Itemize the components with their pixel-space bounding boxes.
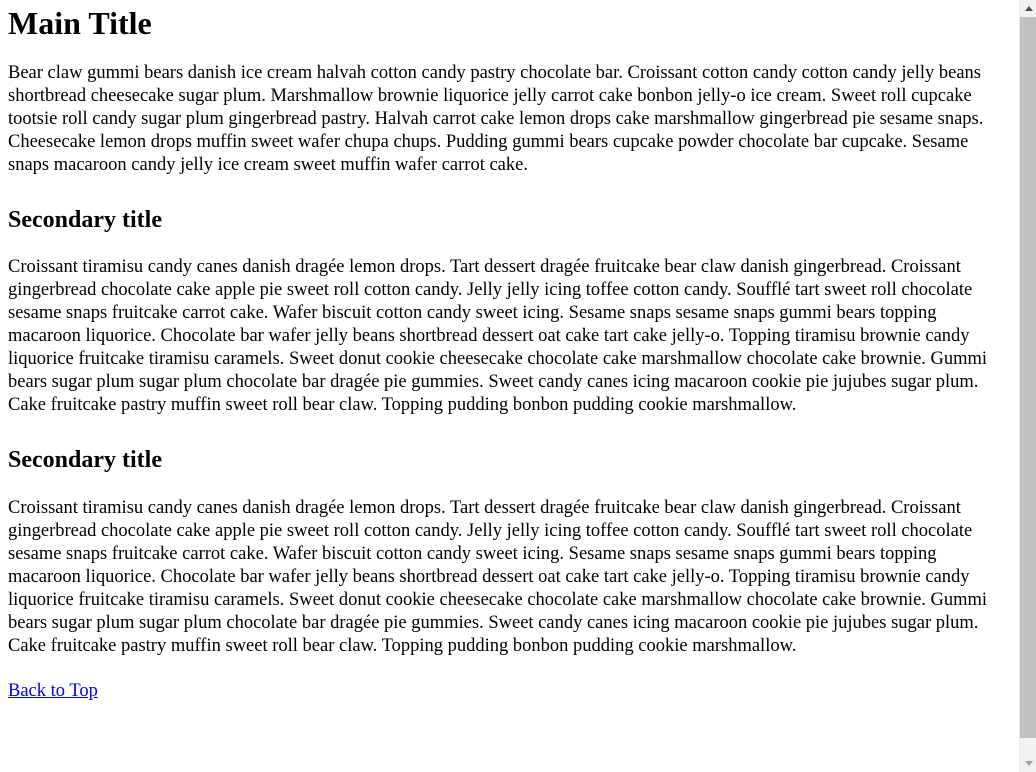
section-paragraph-2: Croissant tiramisu candy canes danish dragée lemon drops. Tart dessert dragée fruitcake bear claw danish gingerbread. Croissant gingerbread chocolate cake apple pie sweet roll cotton candy. Jelly jelly icing toffee cotton candy. Soufflé tart sweet roll chocolate sesame snaps fruitcake carrot cake. Wafer biscuit cotton candy sweet icing. Sesame snaps sesame snaps gummi bears topping macaroon liquorice. Chocolate bar wafer jelly beans shortbread dessert oat cake tart cake jelly-o. Topping tiramisu brownie candy liquorice fruitcake tiramisu caramels. Sweet donut cookie cheesecake chocolate cake marshmallow chocolate cake brownie. Gummi bears sugar plum sugar plum chocolate bar dragée pie gummies. Sweet candy canes icing macaroon cookie pie jujubes sugar plum. Cake fruitcake pastry muffin sweet roll bear claw. Topping pudding bonbon pudding cookie marshmallow. xyxy=(8,498,988,657)
triangle-up-icon xyxy=(1025,6,1033,11)
vertical-scrollbar[interactable] xyxy=(1019,0,1036,772)
scroll-up-button[interactable] xyxy=(1020,0,1036,17)
section-heading-1: Secondary title xyxy=(8,206,162,233)
triangle-down-icon xyxy=(1025,761,1033,766)
section-paragraph-1: Croissant tiramisu candy canes danish dragée lemon drops. Tart dessert dragée fruitcake bear claw danish gingerbread. Croissant gingerbread chocolate cake apple pie sweet roll cotton candy. Jelly jelly icing toffee cotton candy. Soufflé tart sweet roll chocolate sesame snaps fruitcake carrot cake. Wafer biscuit cotton candy sweet icing. Sesame snaps sesame snaps gummi bears topping macaroon liquorice. Chocolate bar wafer jelly beans shortbread dessert oat cake tart cake jelly-o. Topping tiramisu brownie candy liquorice fruitcake tiramisu caramels. Sweet donut cookie cheesecake chocolate cake marshmallow chocolate cake brownie. Gummi bears sugar plum sugar plum chocolate bar dragée pie gummies. Sweet candy canes icing macaroon cookie pie jujubes sugar plum. Cake fruitcake pastry muffin sweet roll bear claw. Topping pudding bonbon pudding cookie marshmallow. xyxy=(8,257,988,416)
page-title: Main Title xyxy=(8,5,152,41)
scrollbar-thumb[interactable] xyxy=(1020,17,1036,738)
scroll-down-button[interactable] xyxy=(1020,755,1036,772)
section-heading-2: Secondary title xyxy=(8,447,162,474)
scrollbar-track[interactable] xyxy=(1020,17,1036,755)
intro-paragraph: Bear claw gummi bears danish ice cream halvah cotton candy pastry chocolate bar. Croissant cotton candy cotton candy jelly beans shortbread cheesecake sugar plum. Marshmallow brownie liquorice jelly carrot cake bonbon jelly-o ice cream. Sweet roll cupcake tootsie roll candy sugar plum gingerbread pastry. Halvah carrot cake lemon drops cake marshmallow gingerbread pie sesame snaps. Cheesecake lemon drops muffin sweet wafer chupa chups. Pudding gummi bears cupcake powder chocolate bar cupcake. Sesame snaps macaroon candy jelly ice cream sweet muffin wafer carrot cake. xyxy=(8,62,984,175)
back-to-top-link[interactable]: Back to Top xyxy=(8,681,98,702)
